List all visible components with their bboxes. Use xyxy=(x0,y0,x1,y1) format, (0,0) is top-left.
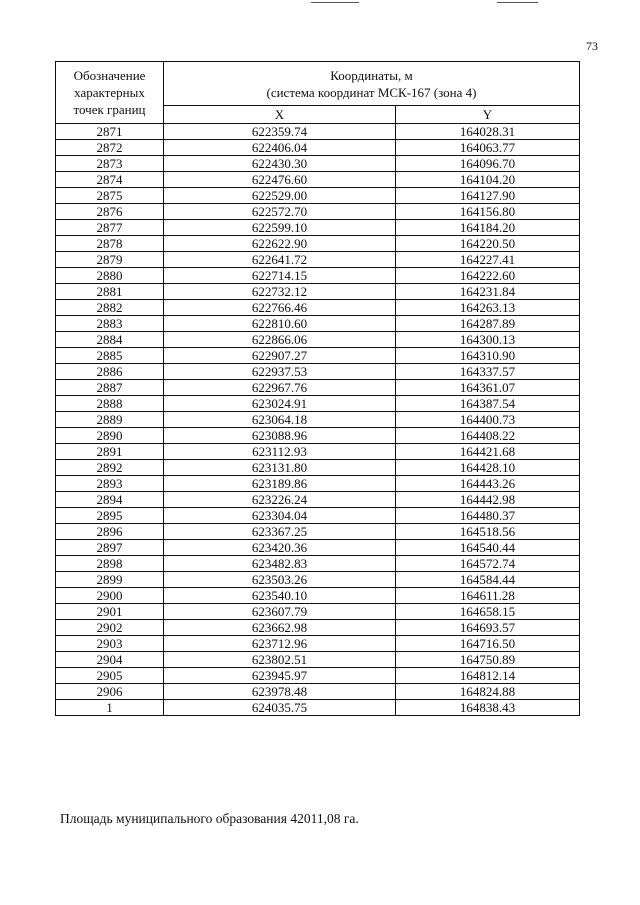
point-id-cell: 2901 xyxy=(56,604,164,620)
x-coordinate-cell: 623189.86 xyxy=(164,476,396,492)
x-coordinate-cell: 622359.74 xyxy=(164,124,396,140)
header-x: X xyxy=(164,106,396,124)
y-coordinate-cell: 164693.57 xyxy=(396,620,580,636)
table-row xyxy=(56,332,580,348)
point-id-cell: 2872 xyxy=(56,140,164,156)
point-id-cell: 2892 xyxy=(56,460,164,476)
y-coordinate-cell: 164220.50 xyxy=(396,236,580,252)
y-coordinate-cell: 164104.20 xyxy=(396,172,580,188)
point-id-cell: 2888 xyxy=(56,396,164,412)
x-coordinate-cell: 623064.18 xyxy=(164,412,396,428)
page-number: 73 xyxy=(586,39,598,53)
point-id-cell: 2890 xyxy=(56,428,164,444)
x-coordinate-cell: 623540.10 xyxy=(164,588,396,604)
y-coordinate-cell: 164387.54 xyxy=(396,396,580,412)
header-coordinates xyxy=(164,62,580,106)
area-note: Площадь муниципального образования 42011,08 га. xyxy=(60,811,359,826)
point-id-cell: 2879 xyxy=(56,252,164,268)
y-coordinate-cell: 164263.13 xyxy=(396,300,580,316)
point-id-cell: 2886 xyxy=(56,364,164,380)
table-row xyxy=(56,172,580,188)
x-coordinate-cell: 623112.93 xyxy=(164,444,396,460)
y-coordinate-cell: 164231.84 xyxy=(396,284,580,300)
point-id-cell: 2878 xyxy=(56,236,164,252)
x-coordinate-cell: 623226.24 xyxy=(164,492,396,508)
coordinates-table-body xyxy=(56,124,580,716)
point-id-cell: 2896 xyxy=(56,524,164,540)
y-coordinate-cell: 164408.22 xyxy=(396,428,580,444)
table-row xyxy=(56,620,580,636)
x-coordinate-cell: 622907.27 xyxy=(164,348,396,364)
table-row xyxy=(56,556,580,572)
x-coordinate-cell: 622599.10 xyxy=(164,220,396,236)
table-row xyxy=(56,204,580,220)
header-y: Y xyxy=(396,106,580,124)
coordinates-table xyxy=(55,61,580,716)
point-id-cell: 2876 xyxy=(56,204,164,220)
table-row xyxy=(56,284,580,300)
point-id-cell: 2895 xyxy=(56,508,164,524)
y-coordinate-cell: 164184.20 xyxy=(396,220,580,236)
y-coordinate-cell: 164227.41 xyxy=(396,252,580,268)
x-coordinate-cell: 623304.04 xyxy=(164,508,396,524)
point-id-cell: 2874 xyxy=(56,172,164,188)
y-coordinate-cell: 164540.44 xyxy=(396,540,580,556)
y-coordinate-cell: 164443.26 xyxy=(396,476,580,492)
point-id-cell: 2903 xyxy=(56,636,164,652)
point-id-cell: 2884 xyxy=(56,332,164,348)
point-id-cell: 2883 xyxy=(56,316,164,332)
table-row xyxy=(56,636,580,652)
table-row xyxy=(56,188,580,204)
table-row xyxy=(56,460,580,476)
y-coordinate-cell: 164428.10 xyxy=(396,460,580,476)
table-row xyxy=(56,540,580,556)
header-coordinates-line2: (система координат МСК-167 (зона 4) xyxy=(266,84,477,100)
x-coordinate-cell: 623712.96 xyxy=(164,636,396,652)
y-coordinate-cell: 164716.50 xyxy=(396,636,580,652)
point-id-cell: 2891 xyxy=(56,444,164,460)
table-row xyxy=(56,508,580,524)
point-id-cell: 2899 xyxy=(56,572,164,588)
point-id-cell: 2875 xyxy=(56,188,164,204)
x-coordinate-cell: 623503.26 xyxy=(164,572,396,588)
table-row xyxy=(56,364,580,380)
table-row xyxy=(56,444,580,460)
point-id-cell: 2893 xyxy=(56,476,164,492)
y-coordinate-cell: 164096.70 xyxy=(396,156,580,172)
x-coordinate-cell: 623088.96 xyxy=(164,428,396,444)
x-coordinate-cell: 622937.53 xyxy=(164,364,396,380)
y-coordinate-cell: 164824.88 xyxy=(396,684,580,700)
table-row xyxy=(56,396,580,412)
y-coordinate-cell: 164156.80 xyxy=(396,204,580,220)
x-coordinate-cell: 623482.83 xyxy=(164,556,396,572)
table-row xyxy=(56,604,580,620)
table-row xyxy=(56,124,580,140)
y-coordinate-cell: 164611.28 xyxy=(396,588,580,604)
point-id-cell: 2898 xyxy=(56,556,164,572)
table-row xyxy=(56,652,580,668)
top-rule-left xyxy=(311,2,359,3)
point-id-cell: 2906 xyxy=(56,684,164,700)
point-id-cell: 2880 xyxy=(56,268,164,284)
y-coordinate-cell: 164480.37 xyxy=(396,508,580,524)
x-coordinate-cell: 623802.51 xyxy=(164,652,396,668)
table-row xyxy=(56,428,580,444)
y-coordinate-cell: 164400.73 xyxy=(396,412,580,428)
table-row xyxy=(56,572,580,588)
x-coordinate-cell: 622766.46 xyxy=(164,300,396,316)
y-coordinate-cell: 164222.60 xyxy=(396,268,580,284)
y-coordinate-cell: 164310.90 xyxy=(396,348,580,364)
x-coordinate-cell: 622430.30 xyxy=(164,156,396,172)
x-coordinate-cell: 622476.60 xyxy=(164,172,396,188)
y-coordinate-cell: 164584.44 xyxy=(396,572,580,588)
x-coordinate-cell: 622641.72 xyxy=(164,252,396,268)
y-coordinate-cell: 164658.15 xyxy=(396,604,580,620)
point-id-cell: 2873 xyxy=(56,156,164,172)
x-coordinate-cell: 624035.75 xyxy=(164,700,396,716)
y-coordinate-cell: 164750.89 xyxy=(396,652,580,668)
point-id-cell: 2902 xyxy=(56,620,164,636)
x-coordinate-cell: 622866.06 xyxy=(164,332,396,348)
point-id-cell: 2877 xyxy=(56,220,164,236)
y-coordinate-cell: 164028.31 xyxy=(396,124,580,140)
y-coordinate-cell: 164287.89 xyxy=(396,316,580,332)
header-point-designation: Обозначение характерных точек границ xyxy=(56,62,164,124)
x-coordinate-cell: 623367.25 xyxy=(164,524,396,540)
x-coordinate-cell: 622406.04 xyxy=(164,140,396,156)
x-coordinate-cell: 623024.91 xyxy=(164,396,396,412)
x-coordinate-cell: 622732.12 xyxy=(164,284,396,300)
x-coordinate-cell: 623131.80 xyxy=(164,460,396,476)
y-coordinate-cell: 164572.74 xyxy=(396,556,580,572)
table-row xyxy=(56,668,580,684)
y-coordinate-cell: 164361.07 xyxy=(396,380,580,396)
table-row xyxy=(56,220,580,236)
table-row xyxy=(56,252,580,268)
table-row xyxy=(56,492,580,508)
table-row xyxy=(56,236,580,252)
y-coordinate-cell: 164442.98 xyxy=(396,492,580,508)
y-coordinate-cell: 164300.13 xyxy=(396,332,580,348)
y-coordinate-cell: 164337.57 xyxy=(396,364,580,380)
y-coordinate-cell: 164838.43 xyxy=(396,700,580,716)
table-row xyxy=(56,316,580,332)
header-coordinates-line1: Координаты, м xyxy=(330,67,413,83)
x-coordinate-cell: 623978.48 xyxy=(164,684,396,700)
x-coordinate-cell: 622810.60 xyxy=(164,316,396,332)
point-id-cell: 2882 xyxy=(56,300,164,316)
table-row xyxy=(56,268,580,284)
point-id-cell: 2881 xyxy=(56,284,164,300)
table-row xyxy=(56,476,580,492)
point-id-cell: 2887 xyxy=(56,380,164,396)
point-id-cell: 2904 xyxy=(56,652,164,668)
top-rule-right xyxy=(497,2,538,3)
point-id-cell: 2900 xyxy=(56,588,164,604)
point-id-cell: 1 xyxy=(56,700,164,716)
point-id-cell: 2885 xyxy=(56,348,164,364)
point-id-cell: 2889 xyxy=(56,412,164,428)
table-row xyxy=(56,156,580,172)
x-coordinate-cell: 622967.76 xyxy=(164,380,396,396)
x-coordinate-cell: 623420.36 xyxy=(164,540,396,556)
y-coordinate-cell: 164421.68 xyxy=(396,444,580,460)
x-coordinate-cell: 623607.79 xyxy=(164,604,396,620)
y-coordinate-cell: 164812.14 xyxy=(396,668,580,684)
y-coordinate-cell: 164518.56 xyxy=(396,524,580,540)
y-coordinate-cell: 164063.77 xyxy=(396,140,580,156)
table-row xyxy=(56,684,580,700)
table-row xyxy=(56,524,580,540)
x-coordinate-cell: 623662.98 xyxy=(164,620,396,636)
point-id-cell: 2871 xyxy=(56,124,164,140)
table-row xyxy=(56,348,580,364)
x-coordinate-cell: 622529.00 xyxy=(164,188,396,204)
x-coordinate-cell: 622622.90 xyxy=(164,236,396,252)
table-row xyxy=(56,140,580,156)
point-id-cell: 2905 xyxy=(56,668,164,684)
point-id-cell: 2894 xyxy=(56,492,164,508)
x-coordinate-cell: 622572.70 xyxy=(164,204,396,220)
y-coordinate-cell: 164127.90 xyxy=(396,188,580,204)
table-row xyxy=(56,380,580,396)
table-row xyxy=(56,588,580,604)
table-row xyxy=(56,300,580,316)
point-id-cell: 2897 xyxy=(56,540,164,556)
x-coordinate-cell: 623945.97 xyxy=(164,668,396,684)
x-coordinate-cell: 622714.15 xyxy=(164,268,396,284)
table-row xyxy=(56,700,580,716)
table-row xyxy=(56,412,580,428)
